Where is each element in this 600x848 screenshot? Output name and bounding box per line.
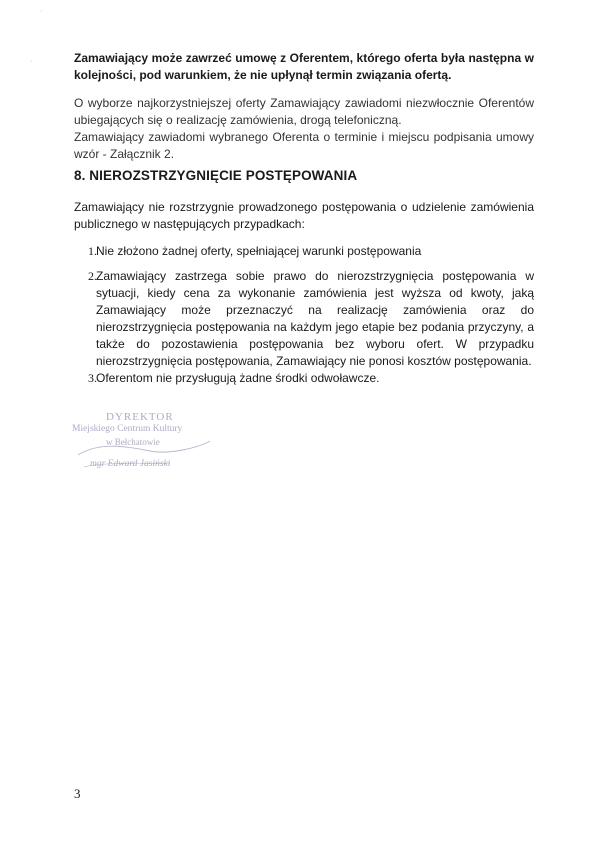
list-item-text: Nie złożono żadnej oferty, spełniającej warunki postępowania bbox=[96, 244, 422, 258]
cases-list bbox=[74, 243, 534, 260]
list-item bbox=[74, 243, 534, 260]
section-intro: Zamawiający nie rozstrzygnie prowadzonego postępowania o udzielenie zamówienia publicznego w następujących przypadkach: bbox=[74, 200, 534, 231]
page-number: 3 bbox=[74, 786, 81, 801]
stamp-institution: Miejskiego Centrum Kultury bbox=[72, 424, 183, 434]
paragraph-contract-next-offer: Zamawiający może zawrzeć umowę z Oferentem, którego oferta była następna w kolejności, pod warunkiem, że nie upłynął termin związania ofertą. bbox=[74, 51, 534, 82]
scan-mark: · bbox=[30, 58, 33, 65]
director-stamp bbox=[70, 411, 220, 477]
stamp-title: DYREKTOR bbox=[106, 411, 174, 423]
cases-list bbox=[74, 370, 534, 387]
list-item-text: Oferentom nie przysługują żadne środki odwoławcze. bbox=[96, 371, 380, 385]
signature-scribble bbox=[70, 411, 220, 477]
list-item-number: 1. bbox=[88, 244, 97, 258]
scan-mark: · bbox=[40, 8, 43, 15]
paragraph-notify-bidders: O wyborze najkorzystniejszej oferty Zamawiający zawiadomi niezwłocznie Oferentów ubiegających się o realizację zamówienia, drogą telefoniczną. bbox=[74, 96, 534, 127]
list-item bbox=[74, 370, 534, 387]
list-item bbox=[74, 268, 534, 370]
paragraph-signing-notice: Zamawiający zawiadomi wybranego Oferenta o terminie i miejscu podpisania umowy wzór - Załącznik 2. bbox=[74, 130, 534, 161]
stamp-location: w Bełchatowie bbox=[106, 437, 160, 447]
cases-list bbox=[74, 268, 534, 370]
stamp-name: mgr Edward Jasiński bbox=[90, 459, 171, 469]
section-heading: 8. NIEROZSTRZYGNIĘCIE POSTĘPOWANIA bbox=[74, 168, 358, 183]
list-item-text: Zamawiający zastrzega sobie prawo do nierozstrzygnięcia postępowania w sytuacji, kiedy cena za wykonanie zamówienia jest wyższa od kwoty, jaką Zamawiający może przeznaczyć na realizację zamówienia oraz do nierozstrzygnięcia postępowania na każdym jego etapie bez podania przyczyny, a także do pozostawienia postępowania bez wyboru ofert. W przypadku nierozstrzygnięcia postępowania, Zamawiający nie ponosi kosztów postępowania. bbox=[96, 269, 534, 368]
list-item-number: 2. bbox=[88, 269, 97, 283]
list-item-number: 3. bbox=[88, 371, 97, 385]
